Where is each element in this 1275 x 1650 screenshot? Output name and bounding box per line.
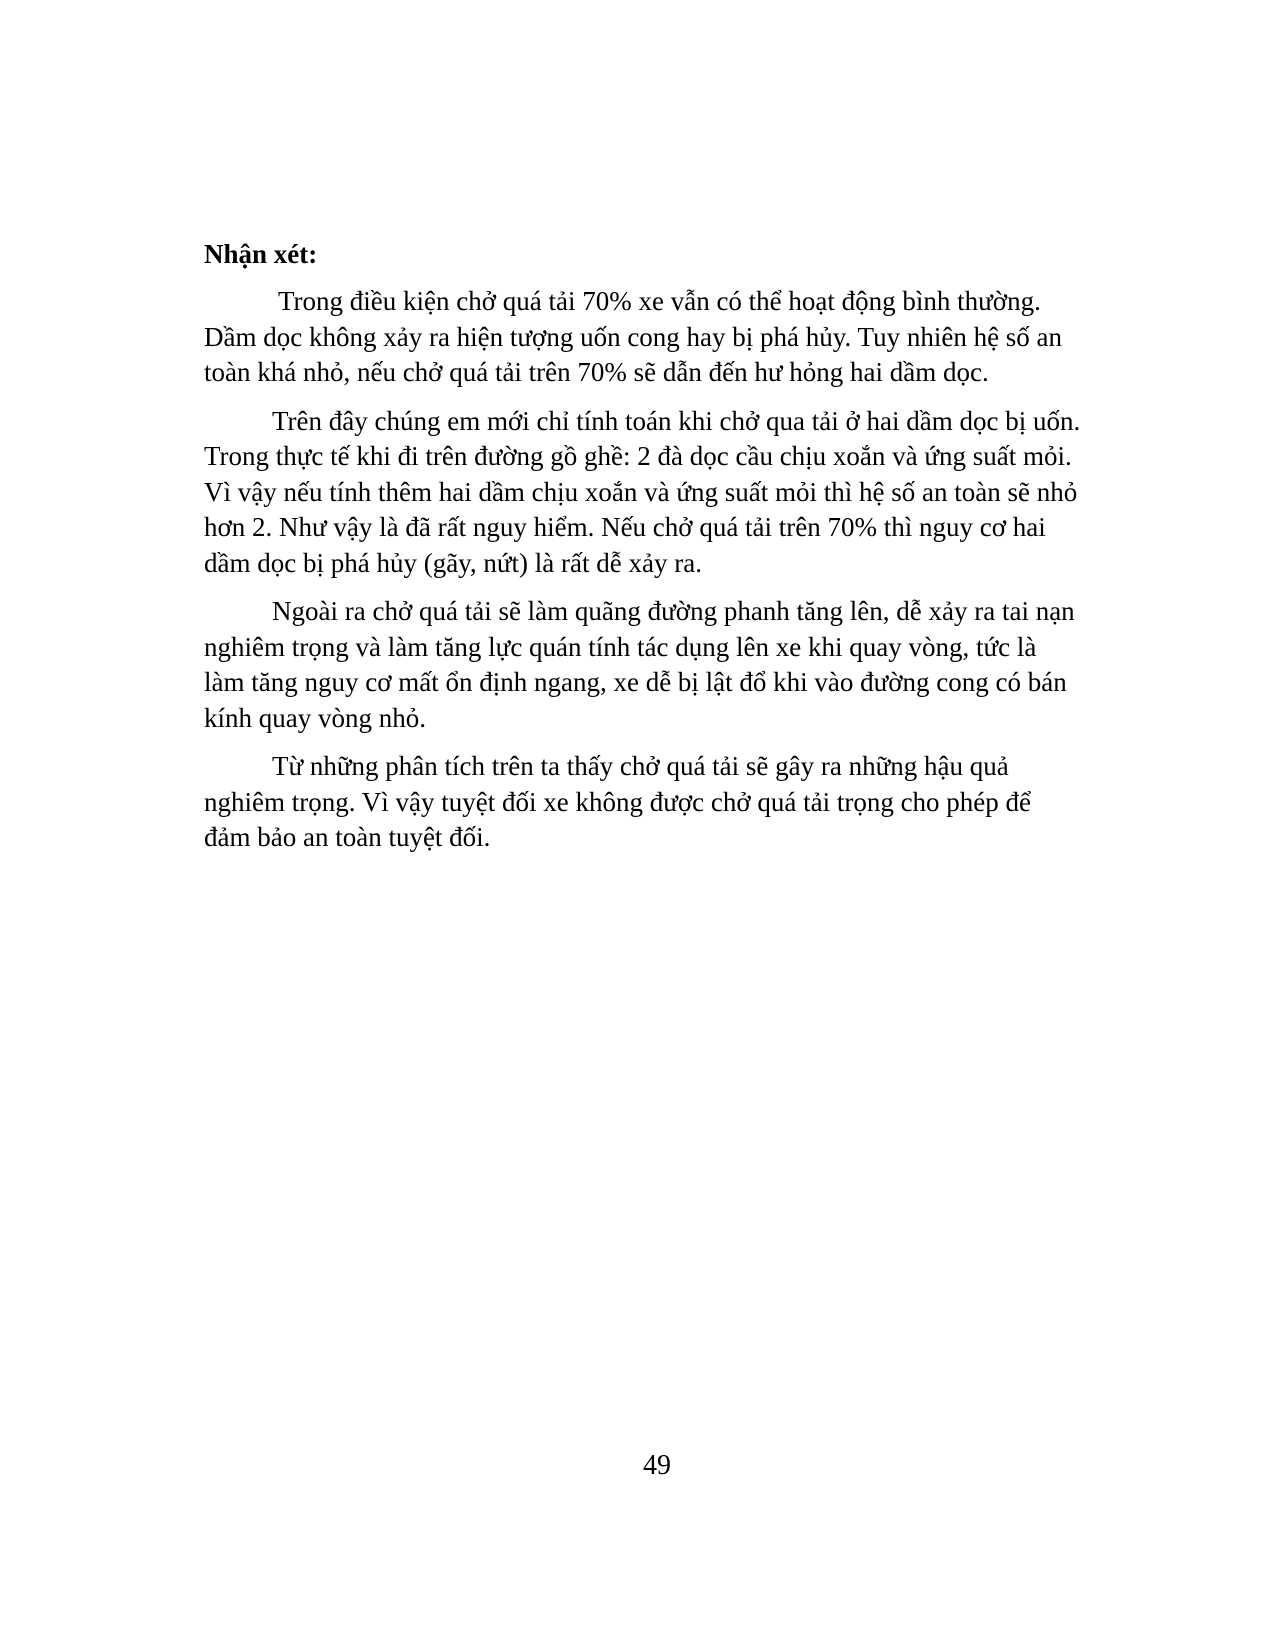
page-number: 49 [643,1450,671,1481]
paragraph-1: Trong điều kiện chở quá tải 70% xe vẫn có thể hoạt động bình thường. Dầm dọc không xảy ra hiện tượng uốn cong hay bị phá hủy. Tuy nhiên hệ số an toàn khá nhỏ, nếu chở quá tải trên 70% sẽ dẫn đến hư hỏng hai dầm dọc. [204,286,1063,387]
paragraph-2: Trên đây chúng em mới chỉ tính toán khi chở qua tải ở hai dầm dọc bị uốn. Trong thực tế khi đi trên đường gồ ghề: 2 đà dọc cầu chịu xoắn và ứng suất mỏi. Vì vậy nếu tính thêm hai dầm chịu xoắn và ứng suất mỏi thì hệ số an toàn sẽ nhỏ hơn 2. Như vậy là đã rất nguy hiểm. Nếu chở quá tải trên 70% thì nguy cơ hai dầm dọc bị phá hủy (gãy, nứt) là rất dễ xảy ra. [204,405,1081,578]
section-heading: Nhận xét: [204,239,318,269]
paragraph-3: Ngoài ra chở quá tải sẽ làm quãng đường phanh tăng lên, dễ xảy ra tai nạn nghiêm trọng và làm tăng lực quán tính tác dụng lên xe khi quay vòng, tức là làm tăng nguy cơ mất ổn định ngang, xe dễ bị lật đổ khi vào đường cong có bán kính quay vòng nhỏ. [204,596,1075,733]
paragraph-4: Từ những phân tích trên ta thấy chở quá tải sẽ gây ra những hậu quả nghiêm trọng. Vì vậy tuyệt đối xe không được chở quá tải trọng cho phép để đảm bảo an toàn tuyệt đối. [204,751,1032,852]
page-body [204,238,1134,869]
